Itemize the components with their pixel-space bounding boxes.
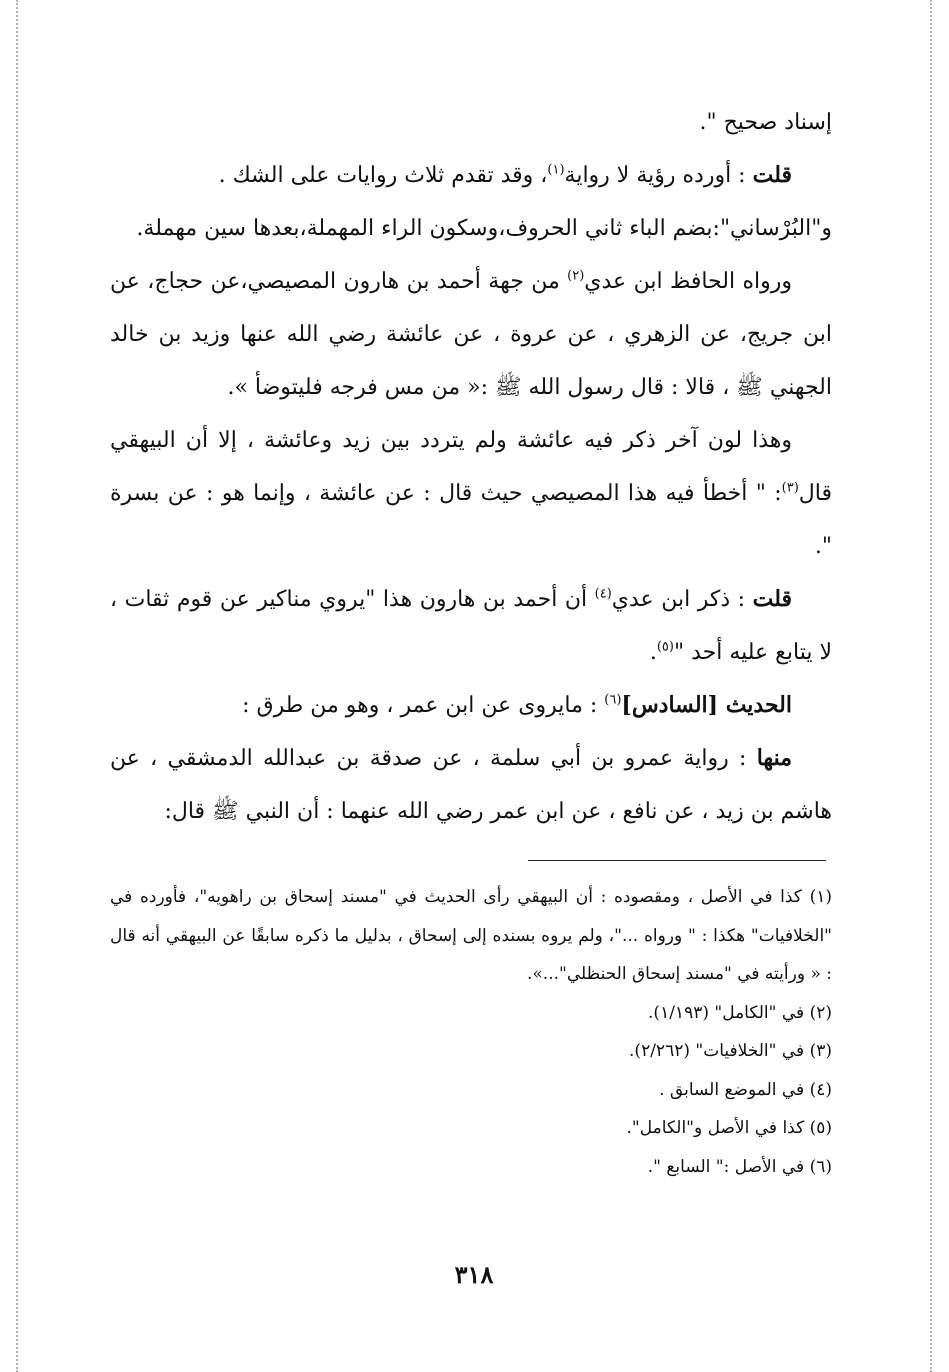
page-number: ٣١٨ bbox=[454, 1260, 494, 1289]
paragraph-2: قلت : أورده رؤية لا رواية$^{(١)}$، وقد تقدم ثلاث روايات على الشك . bbox=[218, 162, 792, 188]
paragraph-3: و"البُرْساني":بضم الباء ثاني الحروف،وسكون الراء المهملة،بعدها سين مهملة. bbox=[136, 216, 832, 241]
keyword-minha: منها bbox=[756, 745, 792, 771]
footnote-ref: (١) bbox=[547, 162, 565, 178]
keyword-qult: قلت bbox=[752, 586, 792, 612]
footnote-ref: (٤) bbox=[594, 586, 612, 602]
paragraph-8: منها : رواية عمرو بن أبي سلمة ، عن صدقة بن عبدالله الدمشقي ، عن هاشم بن زيد ، عن نافع ، عن ابن عمر رضي الله عنهما : أن النبي ﷺ قال: bbox=[110, 745, 832, 824]
footnote-5: (٥) كذا في الأصل و"الكامل". bbox=[626, 1118, 832, 1138]
footnote-ref: (٢) bbox=[567, 268, 585, 284]
hadith-heading: الحديث [السادس] bbox=[621, 692, 792, 718]
keyword-qult: قلت bbox=[752, 162, 792, 188]
footnote-ref: (٦) bbox=[604, 692, 622, 708]
footnote-4: (٤) في الموضع السابق . bbox=[659, 1079, 832, 1100]
footnote-6: (٦) في الأصل :" السابع ". bbox=[647, 1156, 832, 1177]
footnote-ref: (٥) bbox=[656, 639, 674, 655]
paragraph-7: الحديث [السادس]$^{(٦)}$ : مايروى عن ابن عمر ، وهو من طرق : bbox=[242, 692, 792, 718]
footnote-divider bbox=[528, 860, 826, 861]
footnote-2: (٢) في "الكامل" (١/١٩٣). bbox=[648, 1002, 832, 1023]
paragraph-4: ورواه الحافظ ابن عدي$^{(٢)}$ من جهة أحمد بن هارون المصيصي،عن حجاج، عن ابن جريج، عن الزهري ، عن عروة ، عن عائشة رضي الله عنها وزيد بن خالد الجهني ﷺ ، قالا : قال رسول الله ﷺ :« من مس فرجه فليتوضأ ». bbox=[110, 268, 832, 400]
scan-edge-right bbox=[930, 0, 932, 1372]
paragraph-5: وهذا لون آخر ذكر فيه عائشة ولم يتردد بين زيد وعائشة ، إلا أن البيهقي قال$^{(٣)}$: " أخطأ فيه هذا المصيصي حيث قال : عن عائشة ، وإنما هو : عن بسرة ". bbox=[110, 428, 832, 559]
scan-edge-left bbox=[16, 0, 18, 1372]
main-text bbox=[110, 96, 832, 838]
footnote-1: (١) كذا في الأصل ، ومقصوده : أن البيهقي رأى الحديث في "مسند إسحاق بن راهويه"، فأورده في "الخلافيات" هكذا : " ورواه ..."، ولم يروه بسنده إلى إسحاق ، بدليل ما ذكره سابقًا عن البيهقي أنه قال : « ورأيته في "مسند إسحاق الحنظلي"...». bbox=[110, 887, 832, 984]
paragraph-6: قلت : ذكر ابن عدي$^{(٤)}$ أن أحمد بن هارون هذا "يروي مناكير عن قوم ثقات ، لا يتابع عليه أحد "$^{(٥)}$. bbox=[110, 586, 832, 665]
footnote-3: (٣) في "الخلافيات" (٢/٢٦٢). bbox=[629, 1041, 832, 1061]
paragraph-1: إسناد صحيح ". bbox=[699, 110, 832, 135]
footnote-ref: (٣) bbox=[781, 480, 799, 496]
footnotes bbox=[110, 878, 832, 1186]
